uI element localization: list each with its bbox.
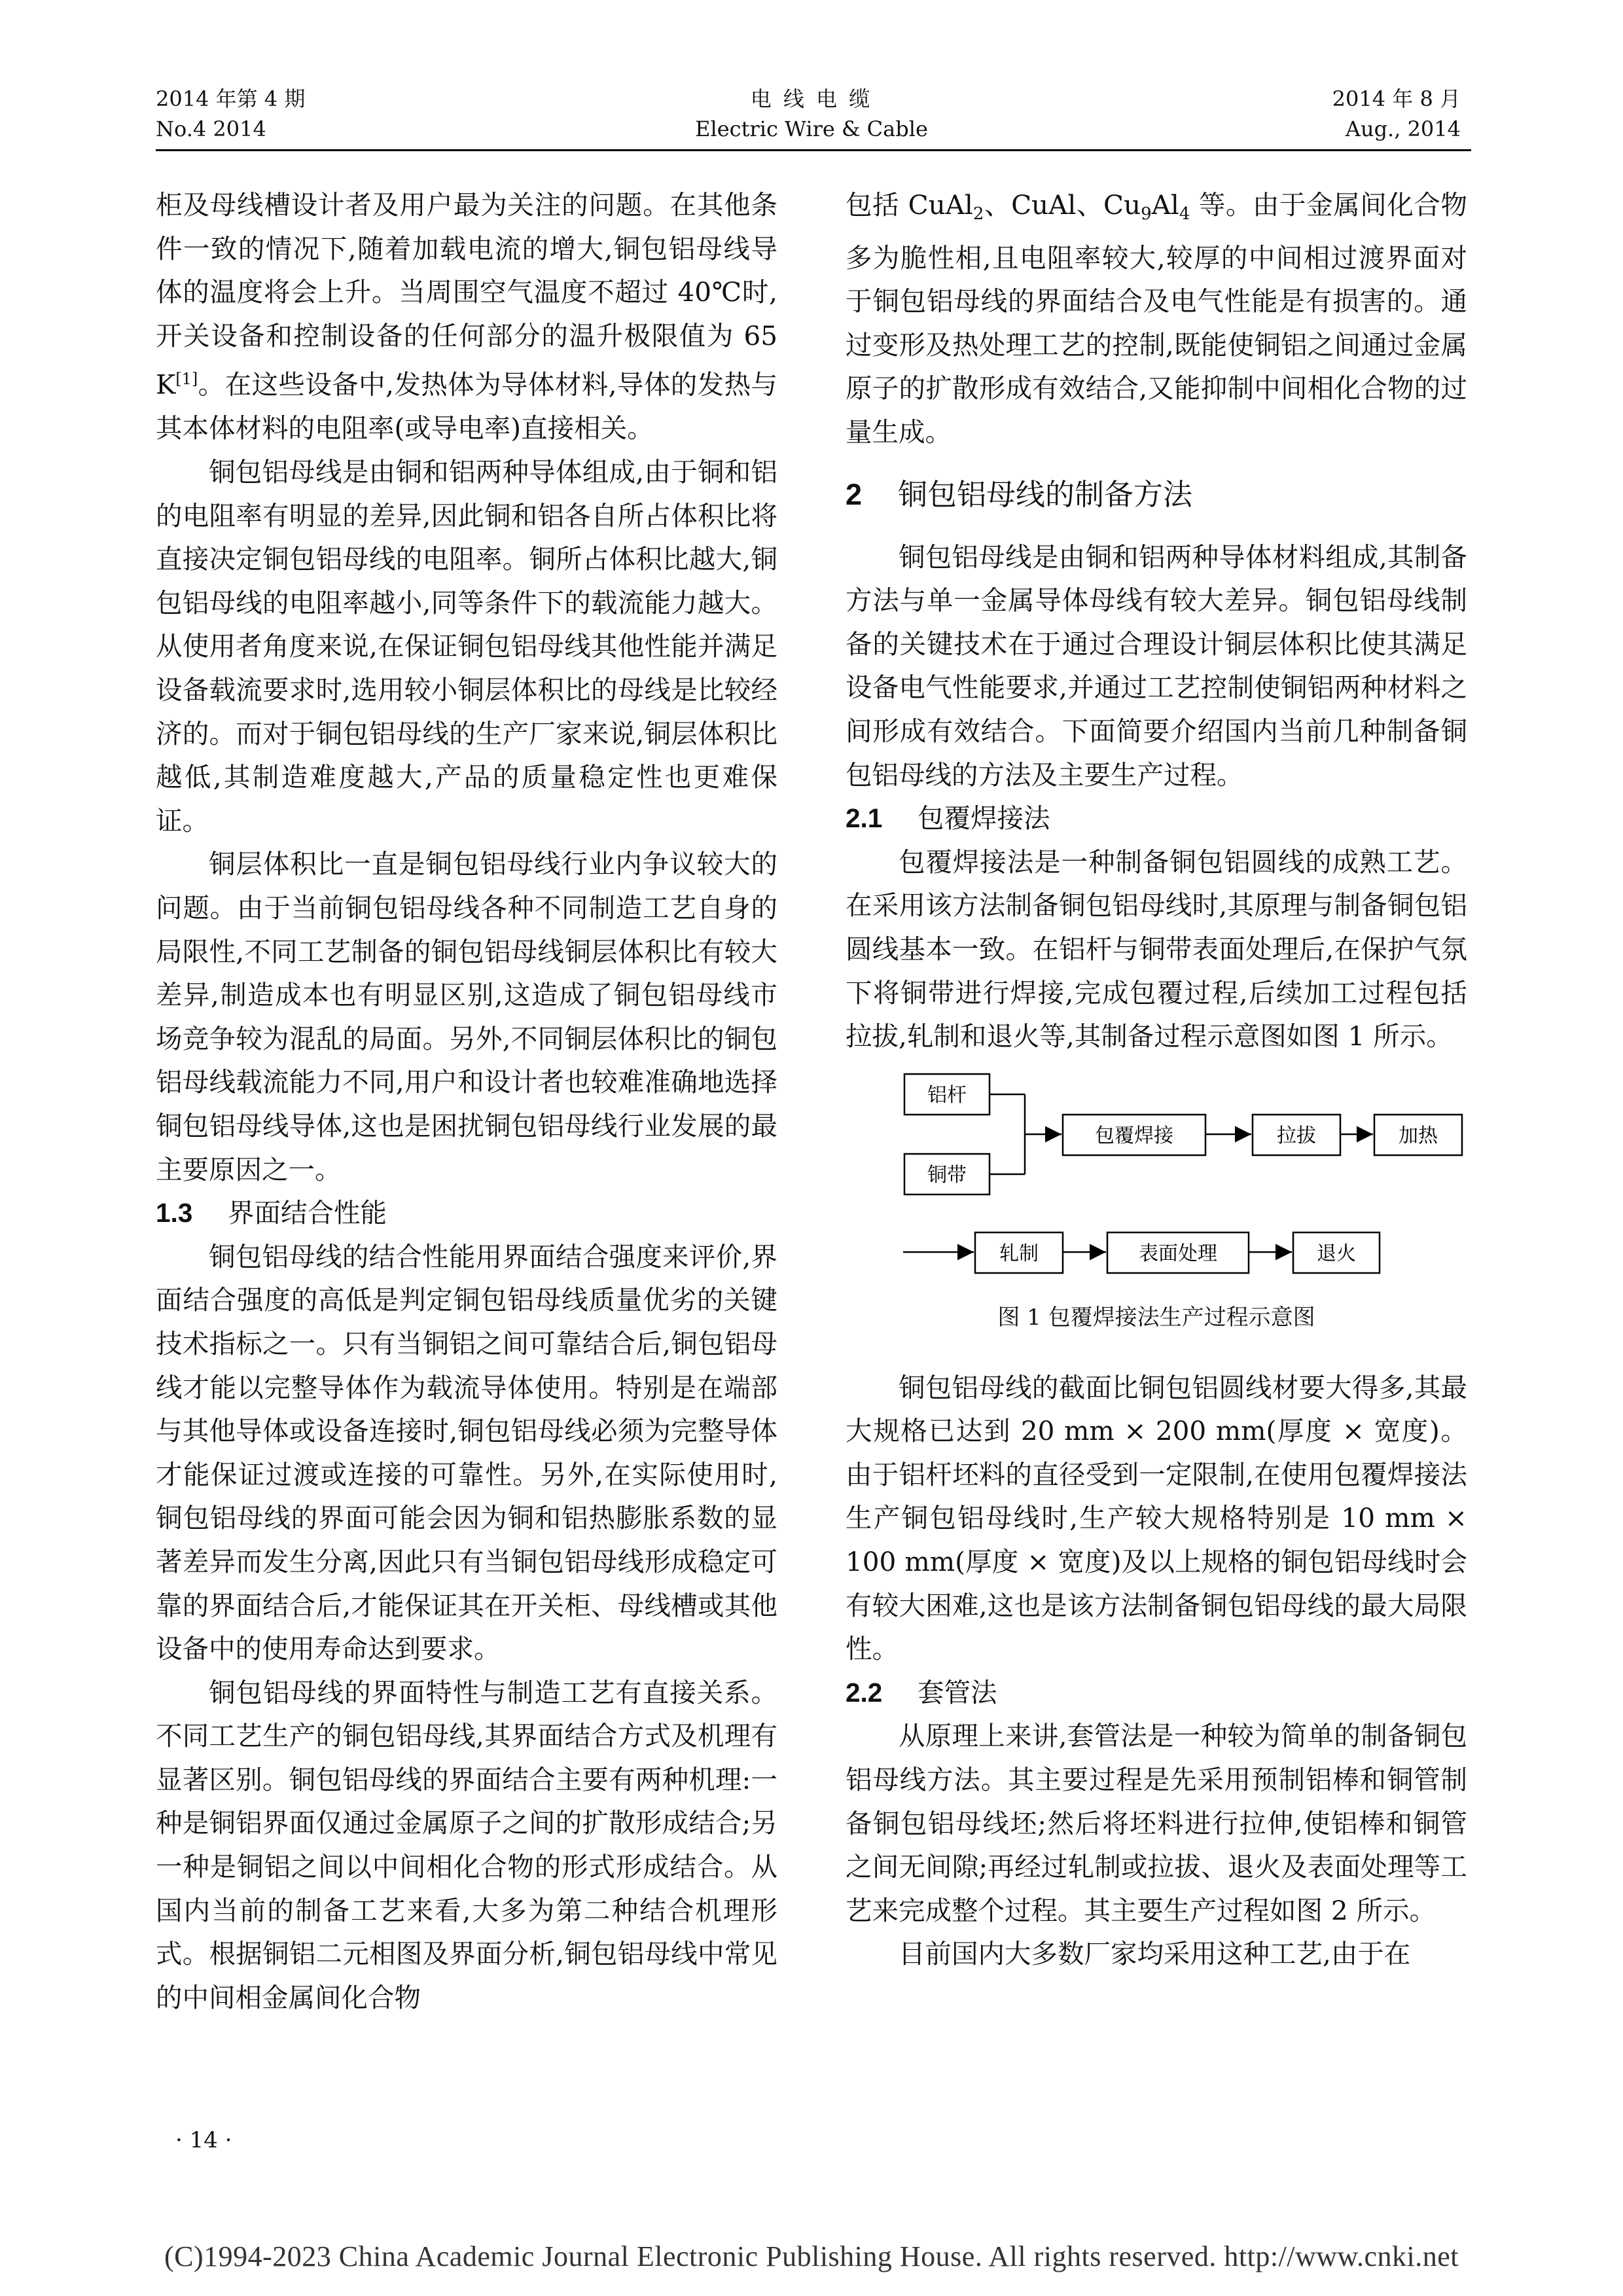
section-number: 2.2 (846, 1677, 883, 1708)
subscript: 4 (1179, 204, 1190, 224)
paragraph: 铜层体积比一直是铜包铝母线行业内争议较大的问题。由于当前铜包铝母线各种不同制造工艺自身的局限性,不同工艺制备的铜包铝母线铜层体积比有较大差异,制造成本也有明显区别,这造成了铜包铝母线市场竞争较为混乱的局面。另外,不同铜层体积比的铜包铝母线载流能力不同,用户和设计者也较难准确地选择铜包铝母线导体,这也是困扰铜包铝母线行业发展的最主要原因之一。 (156, 848, 777, 1185)
left-column (156, 183, 777, 2019)
box-copper-strip-label: 铜带 (927, 1163, 967, 1187)
box-clad-welding-label: 包覆焊接 (1095, 1124, 1173, 1147)
section-title: 包覆焊接法 (918, 802, 1050, 834)
section-number: 2.1 (846, 803, 883, 834)
page-number: · 14 · (175, 2127, 232, 2153)
paragraph: 铜包铝母线的界面特性与制造工艺有直接关系。不同工艺生产的铜包铝母线,其界面结合方式及机理有显著区别。铜包铝母线的界面结合主要有两种机理:一种是铜铝界面仅通过金属原子之间的扩散形成结合;另一种是铜铝之间以中间相化合物的形式形成结合。从国内当前的制备工艺来看,大多为第二种结合机理形式。根据铜铝二元相图及界面分析,铜包铝母线中常见的中间相金属间化合物 (156, 1676, 777, 2013)
section-title: 界面结合性能 (228, 1197, 387, 1229)
journal-title-en: Electric Wire & Cable (695, 117, 928, 141)
paragraph: 目前国内大多数厂家均采用这种工艺,由于在 (899, 1938, 1411, 1970)
box-drawing-label: 拉拔 (1277, 1124, 1316, 1147)
paragraph (846, 183, 1467, 454)
paragraph: 从原理上来讲,套管法是一种较为简单的制备铜包铝母线方法。其主要过程是先采用预制铝棒和铜管制备铜包铝母线坯;然后将坯料进行拉伸,使铝棒和铜管之间无间隙;再经过轧制或拉拔、退火及表面处理等工艺来完成整个过程。其主要生产过程如图 2 所示。 (846, 1720, 1467, 1926)
figure-1 (846, 1071, 1467, 1353)
paragraph (156, 183, 777, 450)
section-heading-2-1 (846, 797, 1467, 840)
journal-title-cn: 电 线 电 缆 (750, 86, 873, 111)
issue-date-cn: 2014 年 8 月 (1332, 86, 1461, 111)
paragraph: 铜包铝母线的截面比铜包铝圆线材要大得多,其最大规格已达到 20 mm × 200 mm(厚度 × 宽度)。由于铝杆坯料的直径受到一定限制,在使用包覆焊接法生产铜包铝母线时,生产较大规格特别是 10 mm × 100 mm(厚度 × 宽度)及以上规格的铜包铝母线时会有较大困难,这也是该方法制备铜包铝母线的最大局限性。 (846, 1371, 1467, 1665)
paragraph-text: Al (1151, 189, 1179, 221)
box-heating-label: 加热 (1399, 1124, 1438, 1147)
copyright-footer: (C)1994-2023 China Academic Journal Electronic Publishing House. All rights reserved. http://www.cnki.net (164, 2240, 1459, 2272)
section-heading-2-2 (846, 1671, 1467, 1715)
paragraph: 铜包铝母线的结合性能用界面结合强度来评价,界面结合强度的高低是判定铜包铝母线质量优劣的关键技术指标之一。只有当铜铝之间可靠结合后,铜包铝母线才能以完整导体作为载流导体使用。特别是在端部与其他导体或设备连接时,铜包铝母线必须为完整导体才能保证过渡或连接的可靠性。另外,在实际使用时,铜包铝母线的界面可能会因为铜和铝热膨胀系数的显著差异而发生分离,因此只有当铜包铝母线形成稳定可靠的界面结合后,才能保证其在开关柜、母线槽或其他设备中的使用寿命达到要求。 (156, 1240, 777, 1665)
section-heading-2 (846, 463, 1467, 526)
paragraph-text: 等。由于金属间化合物多为脆性相,且电阻率较大,较厚的中间相过渡界面对于铜包铝母线的界面结合及电气性能是有损害的。通过变形及热处理工艺的控制,既能使铜铝之间通过金属原子的扩散形成有效结合,又能抑制中间相化合物的过量生成。 (846, 189, 1467, 448)
figure-caption: 图 1 包覆焊接法生产过程示意图 (997, 1304, 1315, 1331)
section-heading-1-3 (156, 1191, 777, 1235)
box-annealing-label: 退火 (1317, 1242, 1356, 1265)
paragraph-text: 柜及母线槽设计者及用户最为关注的问题。在其他条件一致的情况下,随着加载电流的增大,铜包铝母线导体的温度将会上升。当周围空气温度不超过 40℃时,开关设备和控制设备的任何部分的温升极限值为 65 K (156, 189, 777, 401)
section-title: 套管法 (918, 1676, 997, 1708)
reference-mark: [1] (175, 370, 198, 389)
box-aluminum-rod-label: 铝杆 (927, 1083, 967, 1107)
issue-number-cn: 2014 年第 4 期 (156, 86, 306, 111)
flowchart-diagram (846, 1071, 1467, 1300)
paragraph: 铜包铝母线是由铜和铝两种导体组成,由于铜和铝的电阻率有明显的差异,因此铜和铝各自所占体积比将直接决定铜包铝母线的电阻率。铜所占体积比越大,铜包铝母线的电阻率越小,同等条件下的载流能力越大。从使用者角度来说,在保证铜包铝母线其他性能并满足设备载流要求时,选用较小铜层体积比的母线是比较经济的。而对于铜包铝母线的生产厂家来说,铜层体积比越低,其制造难度越大,产品的质量稳定性也更难保证。 (156, 456, 777, 836)
paragraph: 铜包铝母线是由铜和铝两种导体材料组成,其制备方法与单一金属导体母线有较大差异。铜包铝母线制备的关键技术在于通过合理设计铜层体积比使其满足设备电气性能要求,并通过工艺控制使铜铝两种材料之间形成有效结合。下面简要介绍国内当前几种制备铜包铝母线的方法及主要生产过程。 (846, 541, 1467, 791)
subscript: 2 (972, 204, 984, 224)
section-number: 1.3 (156, 1198, 193, 1229)
paragraph-text: 、CuAl、Cu (984, 189, 1141, 221)
box-surface-treatment-label: 表面处理 (1139, 1242, 1217, 1265)
subscript: 9 (1141, 204, 1152, 224)
paragraph-text: 。在这些设备中,发热体为导体材料,导体的发热与其本体材料的电阻率(或导电率)直接相关。 (156, 368, 777, 444)
section-number: 2 (846, 477, 863, 511)
right-column (846, 183, 1467, 1976)
paragraph: 包覆焊接法是一种制备铜包铝圆线的成熟工艺。在采用该方法制备铜包铝母线时,其原理与制备铜包铝圆线基本一致。在铝杆与铜带表面处理后,在保护气氛下将铜带进行焊接,完成包覆过程,后续加工过程包括拉拔,轧制和退火等,其制备过程示意图如图 1 所示。 (846, 846, 1467, 1052)
box-rolling-label: 轧制 (999, 1242, 1039, 1265)
issue-date-en: Aug., 2014 (1345, 117, 1461, 141)
section-title: 铜包铝母线的制备方法 (898, 476, 1193, 512)
header-right (1332, 84, 1461, 144)
issue-number-en: No.4 2014 (156, 117, 266, 141)
header-rule (156, 149, 1471, 151)
paragraph-text: 包括 CuAl (846, 189, 973, 221)
